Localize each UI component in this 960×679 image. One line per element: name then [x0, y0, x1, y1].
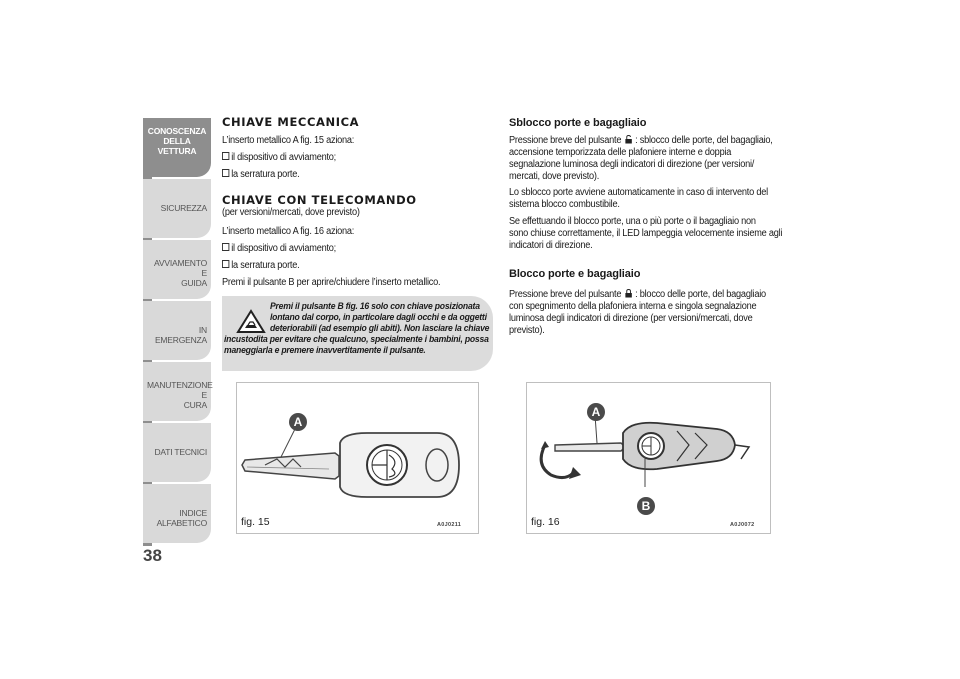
bullet-icon [222, 169, 229, 177]
paragraph-line: sistema blocco combustibile. [509, 199, 620, 210]
warning-line: Premi il pulsante B fig. 16 solo con chiave posizionata [270, 301, 480, 312]
figure-16 [526, 382, 771, 534]
sidebar-tab-manutenzione[interactable] [143, 362, 211, 421]
paragraph-line: previsto). [509, 325, 545, 336]
paragraph: (per versioni/mercati, dove previsto) [222, 207, 360, 218]
tab-label: INDICE ALFABETICO [156, 508, 207, 528]
sidebar-tab-dati-tecnici[interactable] [143, 423, 211, 482]
callout-b: B [637, 497, 655, 515]
heading-blocco: Blocco porte e bagagliaio [509, 268, 641, 280]
tab-label: DELLA VETTURA [157, 136, 197, 156]
callout-a: A [587, 403, 605, 421]
sidebar-tab-conoscenza[interactable] [143, 118, 211, 177]
tab-label: DATI TECNICI [154, 447, 207, 457]
paragraph-line: luminosa degli indicatori di direzione (per versioni/mercati, dove [509, 313, 753, 324]
warning-line: incustodita per evitare che qualcuno, specialmente i bambini, possa [224, 334, 489, 345]
paragraph: L’inserto metallico A fig. 15 aziona: [222, 135, 355, 146]
bullet-item: il dispositivo di avviamento; [222, 152, 336, 164]
bullet-icon [222, 152, 229, 160]
paragraph-line: Se effettuando il blocco porte, una o più porte o il bagagliaio non [509, 216, 756, 227]
figure-15 [236, 382, 479, 534]
paragraph-line: indicatori di direzione. [509, 240, 593, 251]
paragraph-line: accensione temporizzata delle plafoniere interne e doppia [509, 147, 732, 158]
figure-label: fig. 16 [531, 516, 560, 528]
bullet-icon [222, 260, 229, 268]
sidebar-tab-indice[interactable] [143, 484, 211, 543]
tab-label: AVVIAMENTO E [154, 258, 207, 278]
bullet-icon [222, 243, 229, 251]
figure-label: fig. 15 [241, 516, 270, 528]
paragraph-line: segnalazione luminosa degli indicatori di direzione (per versioni/ [509, 159, 755, 170]
paragraph-line: con spegnimento della plafoniera interna e singola segnalazione [509, 301, 757, 312]
bullet-item: la serratura porte. [222, 260, 299, 272]
paragraph-line: mercati, dove previsto). [509, 171, 600, 182]
tab-label: MANUTENZIONE E [147, 380, 213, 400]
sidebar-tab-avviamento[interactable] [143, 240, 211, 299]
warning-line: deteriorabili (ad esempio gli abiti). Non lasciare la chiave [270, 323, 490, 334]
warning-box [222, 296, 493, 371]
tab-label: SICUREZZA [160, 203, 207, 213]
paragraph-line: sono chiuse correttamente, il LED lampeggia velocemente insieme agli [509, 228, 783, 239]
warning-triangle-icon [236, 309, 266, 334]
tab-label: CONOSCENZA [147, 126, 207, 136]
tab-label: GUIDA [181, 278, 207, 288]
paragraph: Premi il pulsante B per aprire/chiudere l’inserto metallico. [222, 277, 441, 288]
bullet-item: il dispositivo di avviamento; [222, 243, 336, 255]
callout-a: A [289, 413, 307, 431]
heading-chiave-meccanica: CHIAVE MECCANICA [222, 115, 360, 129]
warning-line: maneggiarla e premere inavvertitamente il pulsante. [224, 345, 426, 356]
sidebar-tab-emergenza[interactable] [143, 301, 211, 360]
tab-label: IN EMERGENZA [154, 325, 207, 345]
figure-code: A0J0072 [730, 522, 755, 528]
heading-chiave-telecomando: CHIAVE CON TELECOMANDO [222, 193, 417, 207]
lock-icon [624, 289, 631, 298]
bullet-item: la serratura porte. [222, 169, 299, 181]
key-illustration [237, 383, 478, 533]
unlock-icon [624, 135, 631, 144]
warning-line: lontano dal corpo, in particolare dagli occhi e da oggetti [270, 312, 487, 323]
sidebar-tab-sicurezza[interactable] [143, 179, 211, 238]
tab-label: CURA [183, 400, 207, 410]
paragraph: L’inserto metallico A fig. 16 aziona: [222, 226, 355, 237]
paragraph-line: Pressione breve del pulsante : sblocco delle porte, del bagagliaio, [509, 135, 773, 146]
page-number: 38 [143, 546, 162, 565]
paragraph-line: Lo sblocco porte avviene automaticamente in caso di intervento del [509, 187, 768, 198]
paragraph-line: Pressione breve del pulsante : blocco delle porte, del bagagliaio [509, 289, 766, 300]
figure-code: A0J0211 [437, 522, 462, 528]
heading-sblocco: Sblocco porte e bagagliaio [509, 117, 647, 129]
